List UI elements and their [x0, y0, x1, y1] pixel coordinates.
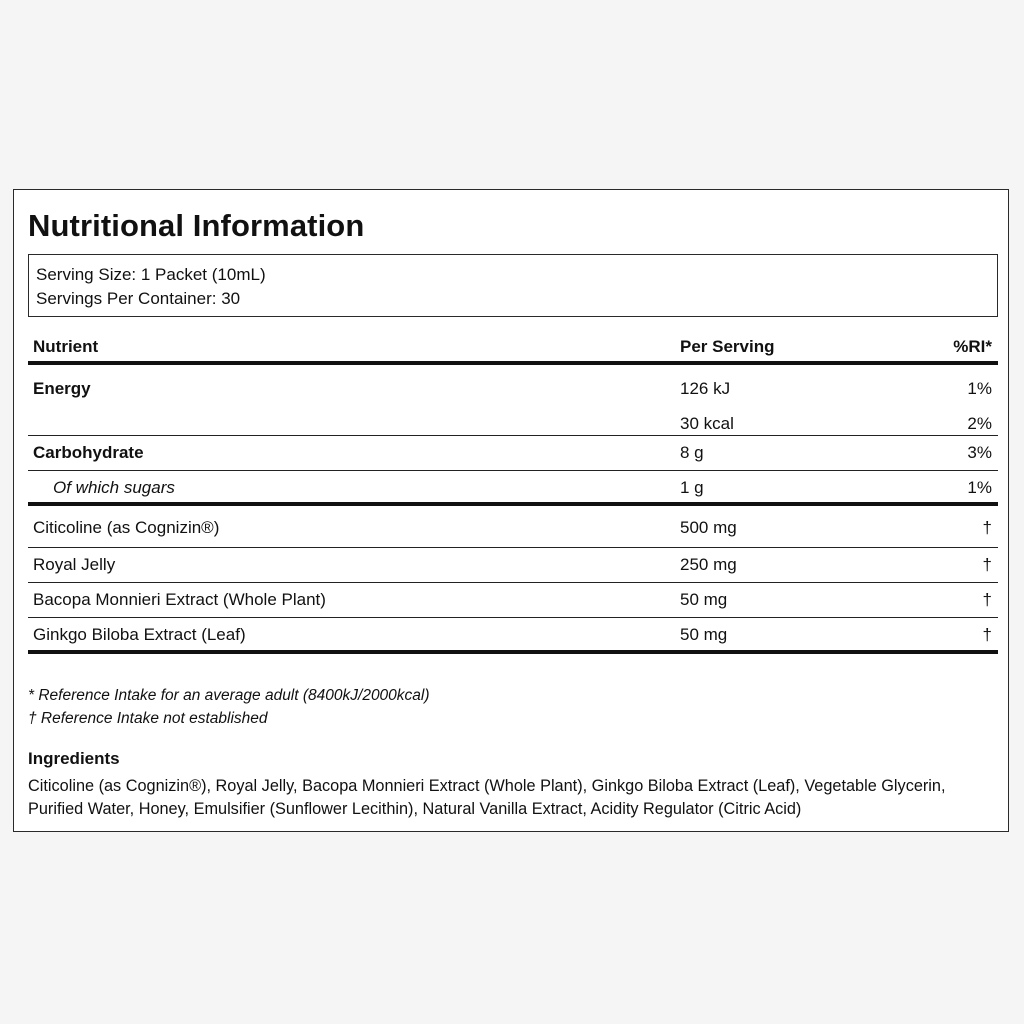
header-nutrient: Nutrient	[33, 337, 99, 356]
serving-size: Serving Size: 1 Packet (10mL)	[36, 265, 266, 284]
table-row	[28, 506, 998, 548]
active-ri: †	[982, 590, 992, 609]
serving-info-box	[28, 254, 998, 317]
dagger-footnote: † Reference Intake not established	[28, 710, 268, 727]
carbohydrate-label: Carbohydrate	[33, 443, 144, 462]
active-amount: 50 mg	[680, 625, 728, 644]
header-per-serving: Per Serving	[680, 337, 775, 356]
sugars-value: 1 g	[680, 478, 704, 497]
active-ri: †	[982, 555, 992, 574]
sugars-ri: 1%	[967, 478, 992, 497]
carbohydrate-ri: 3%	[967, 443, 992, 462]
active-ri: †	[982, 625, 992, 644]
energy-kcal: 30 kcal	[680, 414, 734, 433]
table-row	[28, 618, 998, 654]
active-name: Royal Jelly	[33, 555, 116, 574]
table-row-carbohydrate	[28, 436, 998, 471]
active-amount: 50 mg	[680, 590, 728, 609]
active-name: Citicoline (as Cognizin®)	[33, 518, 220, 537]
ingredients-text: Citicoline (as Cognizin®), Royal Jelly, Bacopa Monnieri Extract (Whole Plant), Ginkgo Biloba Extract (Leaf), Vegetable Glycerin, Purified Water, Honey, Emulsifier (Sunflower Lecithin), Natural Vanilla Extract, Acidity Regulator (Citric Acid)	[28, 777, 946, 818]
ingredients-heading: Ingredients	[28, 749, 120, 768]
active-amount: 250 mg	[680, 555, 737, 574]
servings-per-container: Servings Per Container: 30	[36, 289, 241, 308]
energy-kj-ri: 1%	[967, 379, 992, 398]
table-row	[28, 583, 998, 618]
footnotes	[28, 684, 430, 730]
nutrition-panel	[13, 189, 1009, 832]
carbohydrate-value: 8 g	[680, 443, 704, 462]
energy-label: Energy	[33, 379, 91, 398]
nutrition-table	[28, 330, 998, 654]
table-row-energy	[28, 365, 998, 435]
ri-footnote: * Reference Intake for an average adult (8400kJ/2000kcal)	[28, 687, 430, 704]
active-ri: †	[982, 518, 992, 537]
energy-kj: 126 kJ	[680, 379, 731, 398]
energy-kcal-ri: 2%	[967, 414, 992, 433]
header-ri: %RI*	[953, 337, 992, 356]
active-amount: 500 mg	[680, 518, 737, 537]
sugars-label: Of which sugars	[53, 478, 175, 497]
active-name: Ginkgo Biloba Extract (Leaf)	[33, 625, 246, 644]
table-row	[28, 548, 998, 583]
table-header-row	[28, 330, 998, 365]
active-name: Bacopa Monnieri Extract (Whole Plant)	[33, 590, 326, 609]
table-row-sugars	[28, 471, 998, 506]
page-title: Nutritional Information	[28, 208, 365, 243]
